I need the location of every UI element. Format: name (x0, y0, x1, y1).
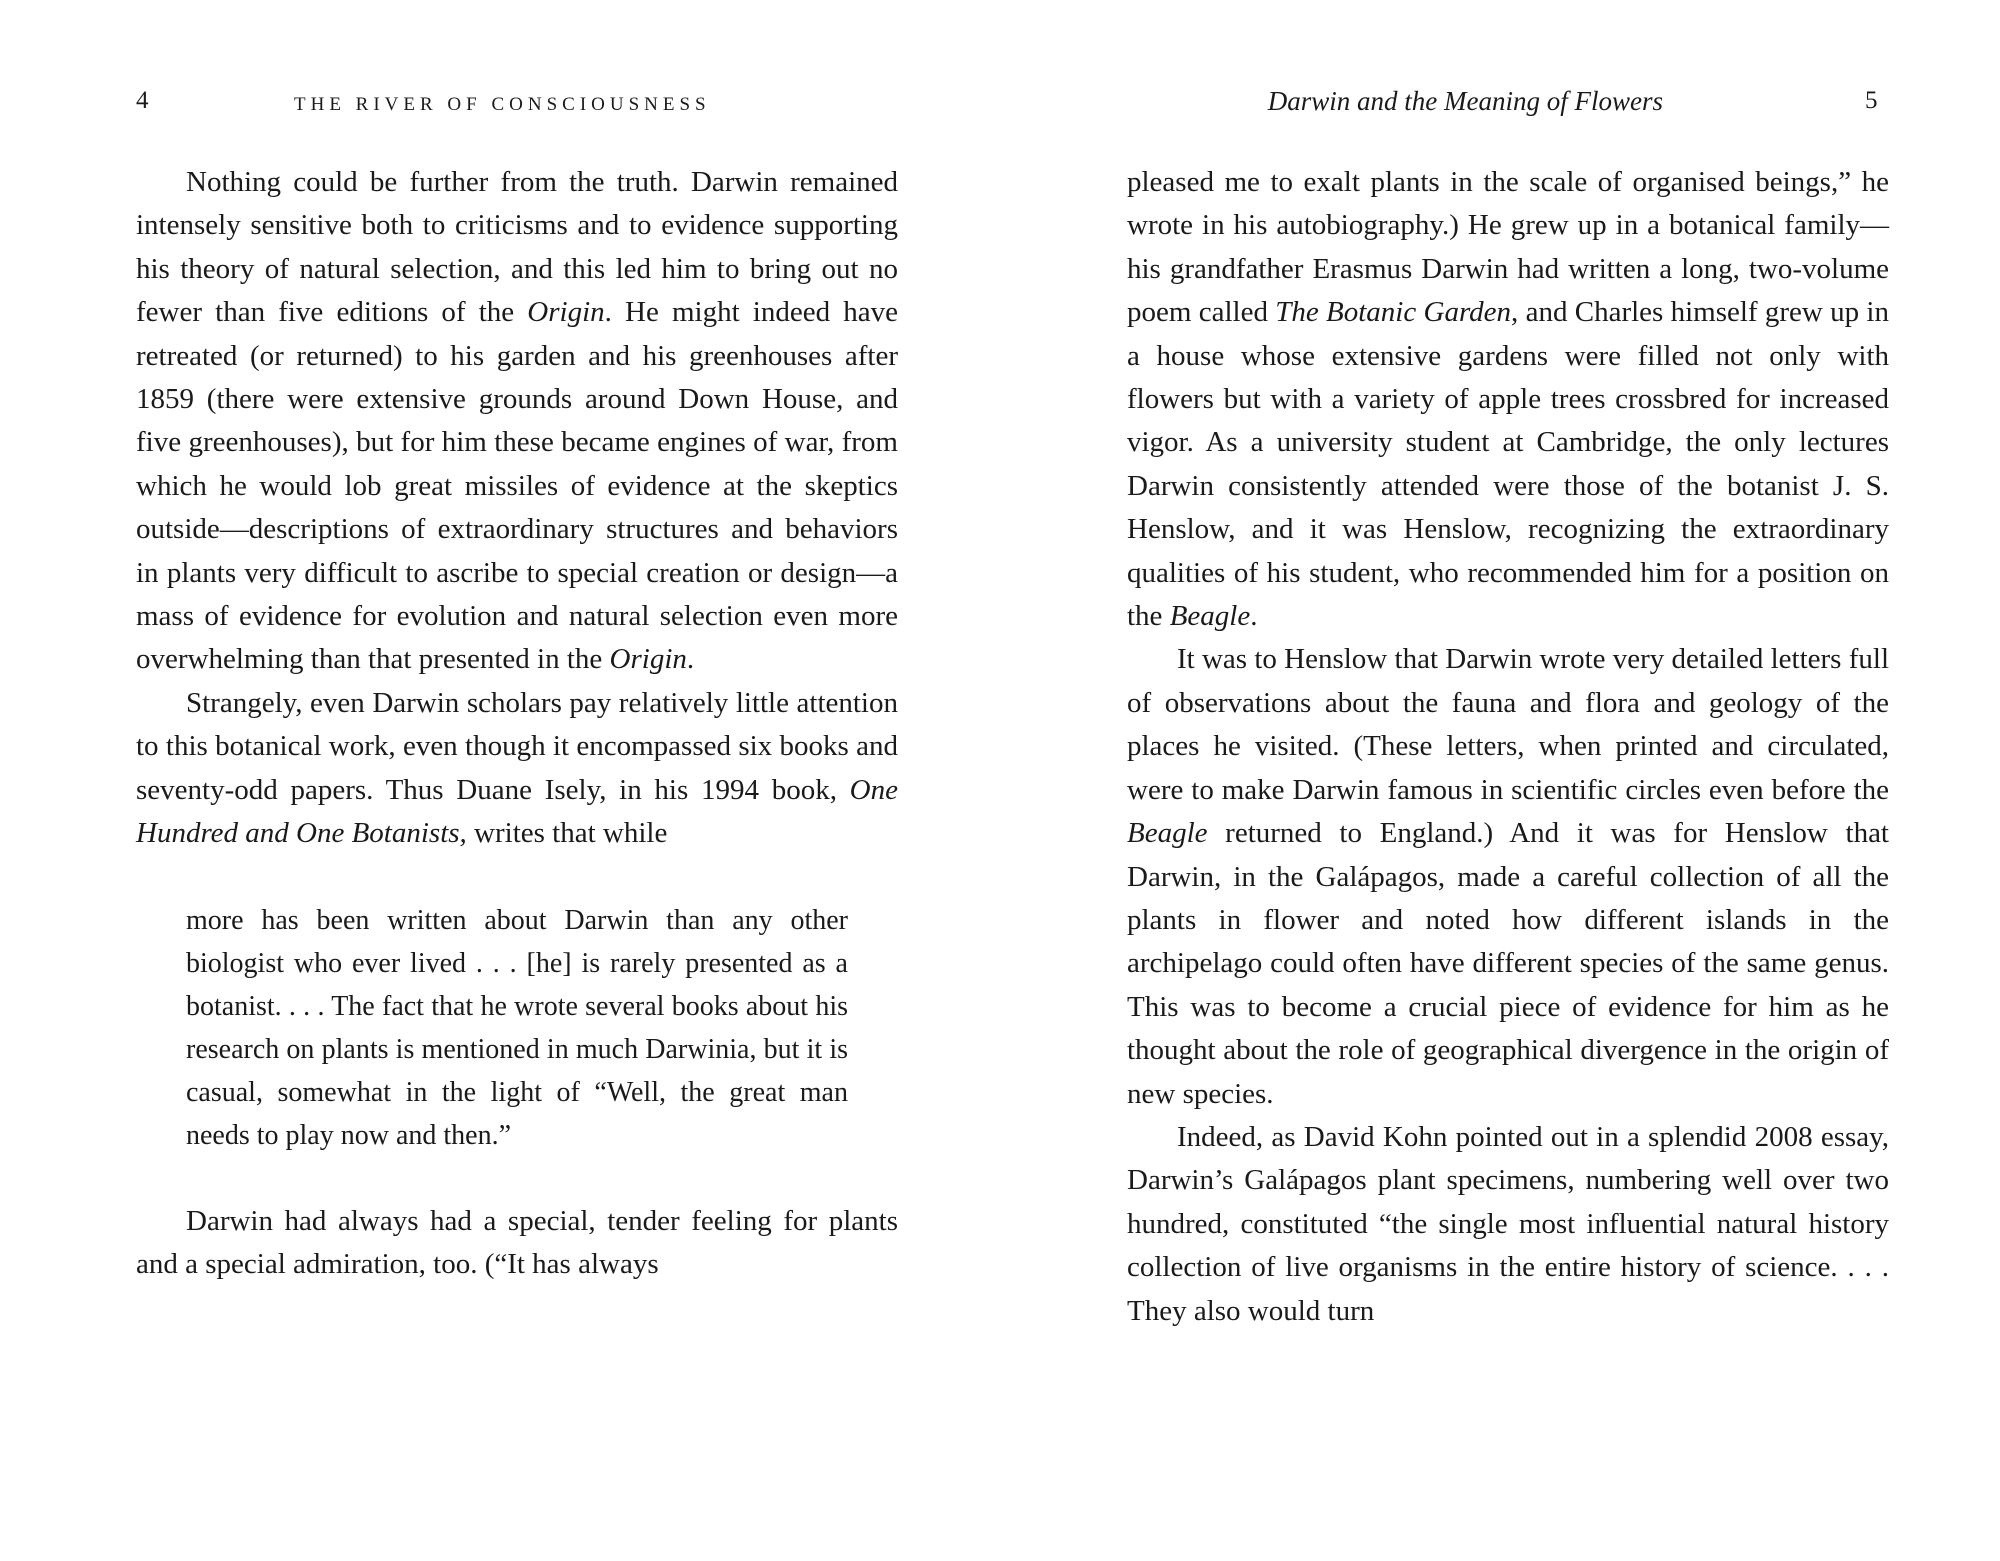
paragraph: Strangely, even Darwin scholars pay relatively little attention to this botanical work, even though it encompassed six books and seventy-odd papers. Thus Duane Isely, in his 1994 book, One Hundred and One Botanists, writes that while (136, 686, 898, 850)
left-body-text (136, 161, 898, 1286)
page-number: 4 (136, 87, 149, 114)
block-quote: more has been written about Darwin than any other biologist who ever lived . . . [he] is rarely presented as a botanist. . . . The fact that he wrote several books about his research on plants is mentioned in much Darwinia, but it is casual, somewhat in the light of “Well, the great man needs to play now and then.” (186, 904, 848, 1151)
paragraph: pleased me to exalt plants in the scale of organised beings,” he wrote in his autobiography.) He grew up in a botanical family—his grandfather Erasmus Darwin had written a long, two-volume poem called The Botanic Garden, and Charles himself grew up in a house whose extensive gardens were filled not only with flowers but with a variety of apple trees crossbred for increased vigor. As a university student at Cambridge, the only lectures Darwin consistently attended were those of the botanist J. S. Henslow, and it was Henslow, recognizing the extraordinary qualities of his student, who recommended him for a position on the Beagle. (1127, 166, 1889, 633)
paragraph: Nothing could be further from the truth. Darwin remained intensely sensitive both to criticisms and to evidence supporting his theory of natural selection, and this led him to bring out no fewer than five editions of the Origin. He might indeed have retreated (or returned) to his garden and his greenhouses after 1859 (there were extensive grounds around Down House, and five greenhouses), but for him these became engines of war, from which he would lob great missiles of evidence at the skeptics outside—descriptions of extraordinary structures and behaviors in plants very difficult to ascribe to special creation or design—a mass of evidence for evolution and natural selection even more overwhelming than that presented in the Origin. (136, 166, 898, 676)
paragraph: It was to Henslow that Darwin wrote very detailed letters full of observations about the fauna and flora and geology of the places he visited. (These letters, when printed and circulated, were to make Darwin famous in scientific circles even before the Beagle returned to England.) And it was for Henslow that Darwin, in the Galápagos, made a careful collection of all the plants in flower and noted how different islands in the archipelago could often have different species of the same genus. This was to become a crucial piece of evidence for him as he thought about the role of geographical divergence in the origin of new species. (1127, 643, 1889, 1110)
running-head-book-title: THE RIVER OF CONSCIOUSNESS (294, 94, 711, 115)
paragraph: Indeed, as David Kohn pointed out in a splendid 2008 essay, Darwin’s Galápagos plant specimens, numbering well over two hundred, constituted “the single most influential natural history collection of live organisms in the entire history of science. . . . They also would turn (1127, 1120, 1889, 1327)
right-body-text (1127, 161, 1889, 1333)
page-number: 5 (1865, 87, 1878, 114)
right-page (1000, 0, 2000, 1561)
paragraph: Darwin had always had a special, tender feeling for plants and a special admiration, too. (“It has always (136, 1204, 898, 1280)
running-head-chapter-title: Darwin and the Meaning of Flowers (1267, 86, 1663, 116)
